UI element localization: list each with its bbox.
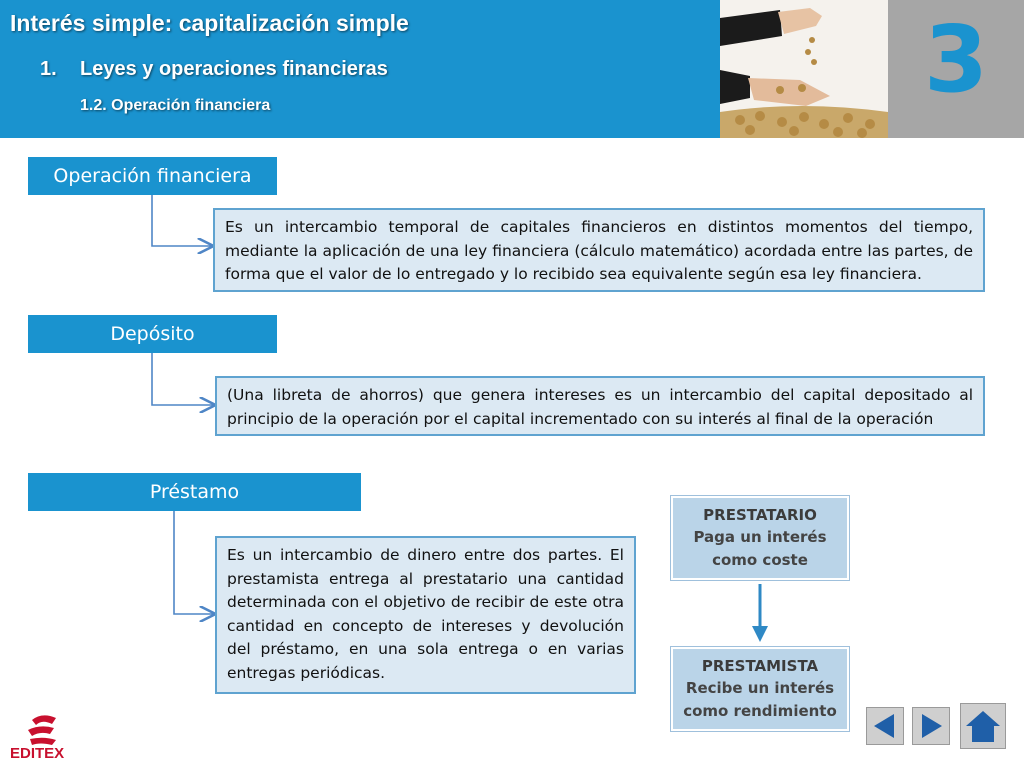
- section-number: 1.: [40, 58, 57, 80]
- subsection-title: 1.2. Operación financiera: [80, 97, 271, 114]
- next-arrow-icon: [913, 708, 949, 744]
- prestatario-box: [671, 496, 849, 580]
- text-deposito: (Una libreta de ahorros) que genera intereses es un intercambio del capital depositado al principio de la operación por el capital incrementado con su interés al final de la operación: [215, 376, 985, 436]
- down-arrow-icon: [750, 584, 770, 644]
- label-deposito: Depósito: [28, 315, 277, 353]
- prestatario-line2: como coste: [712, 551, 808, 569]
- prestamista-line1: Recibe un interés: [685, 679, 835, 697]
- home-button[interactable]: [960, 703, 1006, 749]
- prestamista-box: [671, 647, 849, 731]
- editex-logo: [10, 712, 90, 762]
- prestamista-title: PRESTAMISTA: [701, 657, 819, 675]
- prestamista-line2: como rendimiento: [683, 702, 837, 720]
- prestatario-line1: Paga un interés: [693, 528, 827, 546]
- label-prestamo: Préstamo: [28, 473, 361, 511]
- prestatario-title: PRESTATARIO: [703, 506, 817, 524]
- text-operacion-financiera: Es un intercambio temporal de capitales financieros en distintos momentos del tiempo, mediante la aplicación de una ley financiera (cálculo matemático) acordada entre las partes, de forma que el valor de lo entregado y lo recibido sea equivalente según esa ley financiera.: [213, 208, 985, 292]
- connector-operacion: [152, 195, 212, 246]
- chapter-number: 3: [923, 6, 988, 113]
- label-operacion-financiera: Operación financiera: [28, 157, 277, 195]
- section-title: Leyes y operaciones financieras: [80, 58, 388, 80]
- logo-text: EDITEX: [10, 745, 65, 762]
- connector-deposito: [152, 352, 214, 405]
- prev-slide-button[interactable]: [866, 707, 904, 745]
- slide-title: Interés simple: capitalización simple: [10, 10, 409, 36]
- prev-arrow-icon: [867, 708, 903, 744]
- next-slide-button[interactable]: [912, 707, 950, 745]
- connector-prestamo: [174, 511, 214, 614]
- text-prestamo: Es un intercambio de dinero entre dos partes. El prestamista entrega al prestatario una cantidad determinada con el objetivo de recibir de este otra cantidad en concepto de intereses y devolución del préstamo, en una sola entrega o en varias entregas periódicas.: [215, 536, 636, 694]
- home-icon: [961, 704, 1005, 748]
